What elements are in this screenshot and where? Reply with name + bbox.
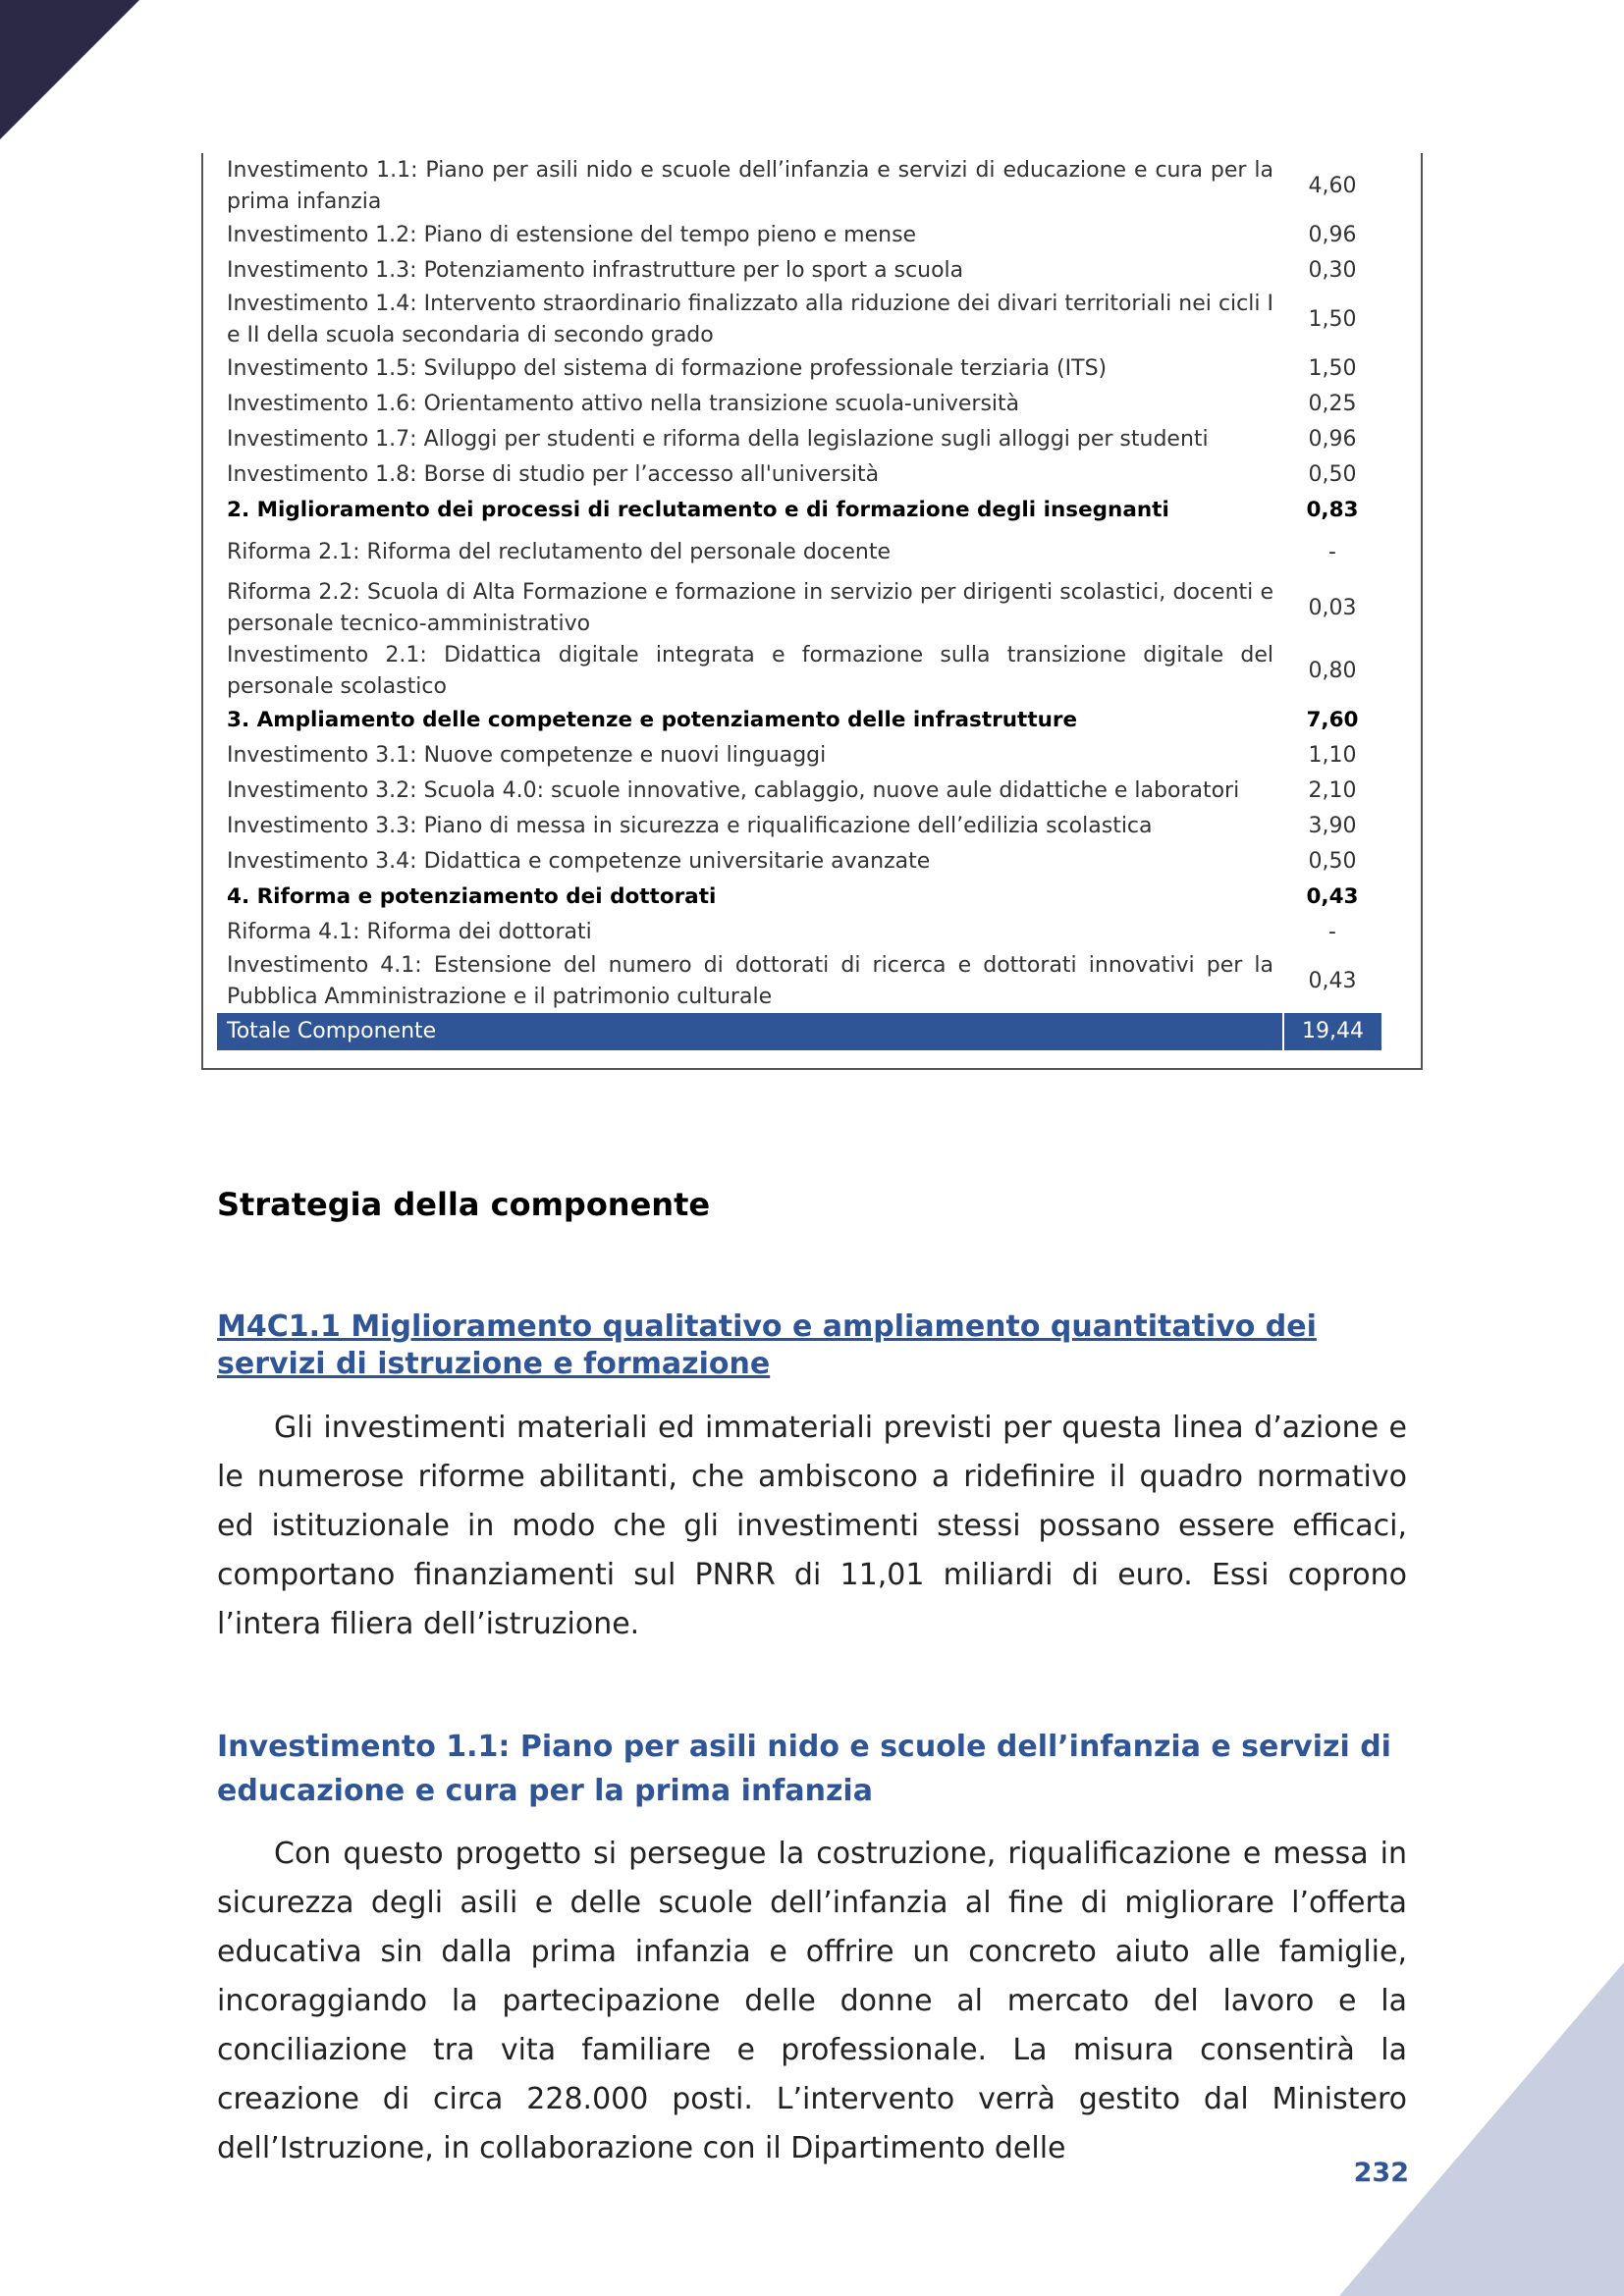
row-value: 0,03	[1308, 596, 1357, 620]
row-value: 0,43	[1306, 884, 1359, 909]
corner-decoration-top-left	[0, 0, 139, 139]
table-row	[217, 809, 1381, 844]
row-value: -	[1328, 540, 1336, 564]
paragraph-2: Con questo progetto si persegue la costruzione, riqualificazione e messa in sicurezza degli asili e delle scuole dell’infanzia al fine di migliorare l’offerta educativa sin dalla prima infanzia e offrire un concreto aiuto alle famiglie, incoraggiando la partecipazione delle donne al mercato del lavoro e la conciliazione tra vita familiare e professionale. La misura consentirà la creazione di circa 228.000 posti. L’intervento verrà gestito dal Ministero dell’Istruzione, in collaborazione con il Dipartimento delle	[217, 1837, 1407, 2165]
row-value: 1,50	[1308, 356, 1357, 381]
table-row	[217, 155, 1381, 218]
table-section-row	[217, 703, 1381, 738]
table-row	[217, 528, 1381, 577]
row-value: -	[1328, 920, 1336, 944]
table-row	[217, 640, 1381, 703]
row-label: Investimento 1.3: Potenziamento infrastrutture per lo sport a scuola	[227, 258, 964, 283]
row-label: Investimento 1.2: Piano di estensione del tempo pieno e mense	[227, 223, 917, 247]
row-label: Investimento 1.6: Orientamento attivo nella transizione scuola-università	[227, 392, 1020, 416]
row-value: 3,90	[1308, 814, 1357, 838]
row-value: 0,96	[1308, 427, 1357, 452]
row-value: 7,60	[1306, 708, 1359, 732]
row-value: 0,83	[1306, 498, 1359, 522]
row-value: 0,43	[1308, 969, 1357, 993]
row-value: 0,50	[1308, 849, 1357, 874]
table-row	[217, 457, 1381, 493]
row-label: 3. Ampliamento delle competenze e potenziamento delle infrastrutture	[227, 708, 1078, 732]
row-value: 0,96	[1308, 223, 1357, 247]
section-title: Strategia della componente	[217, 1186, 711, 1223]
total-label: Totale Componente	[217, 1013, 1283, 1050]
table-row	[217, 844, 1381, 880]
row-label: Riforma 2.2: Scuola di Alta Formazione e formazione in servizio per dirigenti scolastici, docenti e personale tecnico-amministrativo	[227, 580, 1273, 636]
row-label: Investimento 3.4: Didattica e competenze universitarie avanzate	[227, 849, 931, 874]
row-label: Investimento 2.1: Didattica digitale integrata e formazione sulla transizione digitale del personale scolastico	[227, 643, 1273, 699]
table-section-row	[217, 880, 1381, 915]
row-value: 4,60	[1308, 174, 1357, 198]
row-value: 0,25	[1308, 392, 1357, 416]
row-label: Investimento 1.4: Intervento straordinario finalizzato alla riduzione dei divari territoriali nei cicli I e II della scuola secondaria di secondo grado	[227, 292, 1273, 347]
row-value: 2,10	[1308, 778, 1357, 803]
row-label: Investimento 3.2: Scuola 4.0: scuole innovative, cablaggio, nuove aule didattiche e laboratori	[227, 778, 1240, 803]
investment-title: Investimento 1.1: Piano per asili nido e scuole dell’infanzia e servizi di educazione e cura per la prima infanzia	[217, 1730, 1391, 1808]
row-label: 4. Riforma e potenziamento dei dottorati	[227, 884, 717, 909]
row-value: 0,50	[1308, 462, 1357, 487]
row-value: 0,80	[1308, 659, 1357, 683]
row-label: 2. Miglioramento dei processi di reclutamento e di formazione degli insegnanti	[227, 498, 1169, 522]
row-label: Investimento 3.3: Piano di messa in sicurezza e riqualificazione dell’edilizia scolastica	[227, 814, 1153, 838]
row-label: Investimento 1.5: Sviluppo del sistema di formazione professionale terziaria (ITS)	[227, 356, 1108, 381]
table-row	[217, 387, 1381, 422]
table-section-row	[217, 493, 1381, 528]
table-row	[217, 351, 1381, 387]
table-row	[217, 289, 1381, 351]
subsection-title-link[interactable]: M4C1.1 Miglioramento qualitativo e ampliamento quantitativo dei servizi di istruzione e formazione	[217, 1309, 1317, 1381]
row-value: 0,30	[1308, 258, 1357, 283]
row-label: Investimento 3.1: Nuove competenze e nuovi linguaggi	[227, 743, 827, 768]
row-label: Riforma 2.1: Riforma del reclutamento del personale docente	[227, 540, 891, 564]
table-row	[217, 218, 1381, 253]
table-row	[217, 738, 1381, 774]
row-label: Investimento 1.1: Piano per asili nido e scuole dell’infanzia e servizi di educazione e cura per la prima infanzia	[227, 158, 1273, 214]
total-value: 19,44	[1283, 1013, 1381, 1050]
table-row	[217, 774, 1381, 809]
budget-table	[217, 155, 1381, 1050]
row-label: Investimento 1.8: Borse di studio per l’accesso all'università	[227, 462, 880, 487]
row-value: 1,10	[1308, 743, 1357, 768]
row-label: Investimento 1.7: Alloggi per studenti e riforma della legislazione sugli alloggi per studenti	[227, 427, 1209, 452]
table-row	[217, 577, 1381, 640]
table-total-row	[217, 1013, 1381, 1050]
paragraph-1: Gli investimenti materiali ed immateriali previsti per questa linea d’azione e le numerose riforme abilitanti, che ambiscono a ridefinire il quadro normativo ed istituzionale in modo che gli investimenti stessi possano essere efficaci, comportano finanziamenti sul PNRR di 11,01 miliardi di euro. Essi coprono l’intera filiera dell’istruzione.	[217, 1411, 1407, 1641]
table-row	[217, 950, 1381, 1013]
row-value: 1,50	[1308, 307, 1357, 332]
page-number: 232	[1353, 2158, 1409, 2188]
table-row	[217, 422, 1381, 457]
row-label: Investimento 4.1: Estensione del numero di dottorati di ricerca e dottorati innovativi per la Pubblica Amministrazione e il patrimonio culturale	[227, 953, 1273, 1009]
table-row	[217, 915, 1381, 950]
row-label: Riforma 4.1: Riforma dei dottorati	[227, 920, 592, 944]
table-row	[217, 253, 1381, 289]
